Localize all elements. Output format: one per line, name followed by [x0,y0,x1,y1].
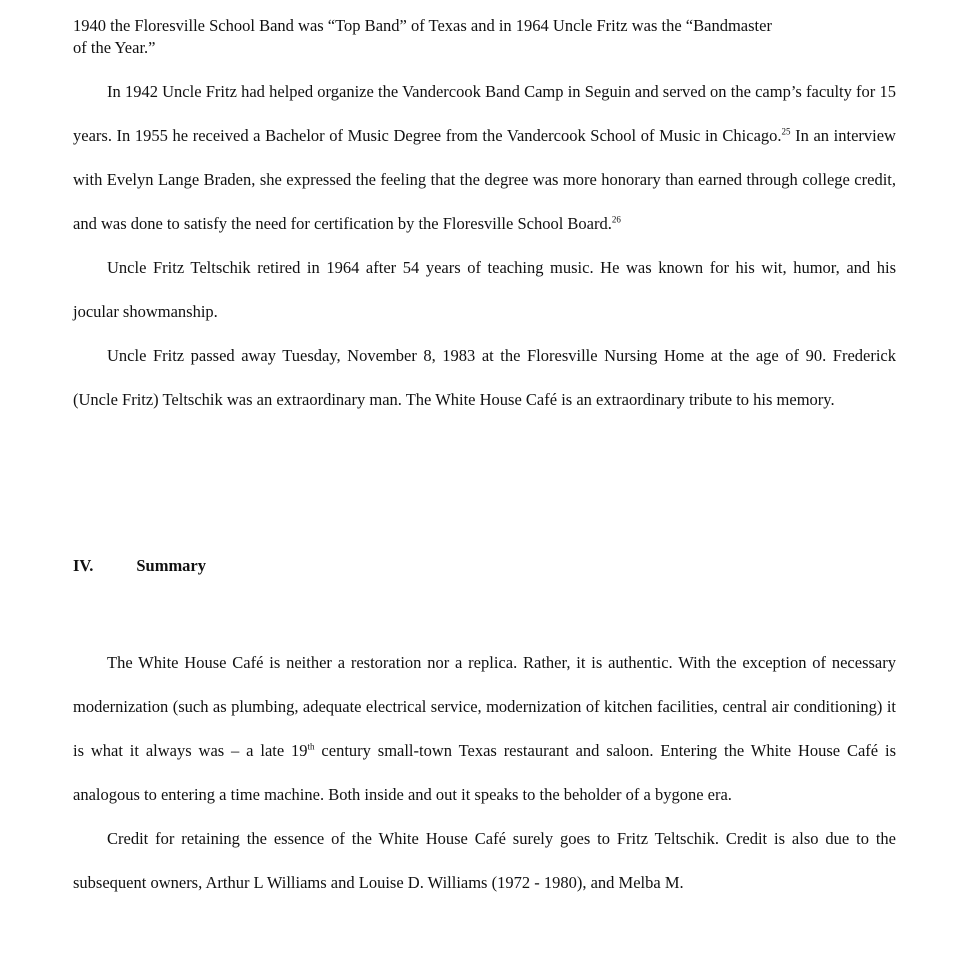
body-text-upper [73,16,896,422]
section-title: Summary [136,556,207,575]
summary-text-a: The White House Café is neither a restoration nor a replica. Rather, it is authentic. With the exception of necessary modernization (such as plumbing, adequate electrical service, modernization of kitchen facilities, central air conditioning) it is what it always was – a late 19 [73,653,896,760]
paragraph-fragment-top: 1940 the Floresville School Band was “Top Band” of Texas and in 1964 Uncle Fritz was the “Bandmaster [73,16,772,35]
section-heading [73,556,206,576]
footnote-ref-25[interactable]: 25 [781,126,791,137]
superscript-th: th [307,741,315,752]
paragraph-top-end-text: of the Year.” [73,38,156,57]
summary-text-b: century small-town Texas restaurant and saloon. Entering the White House Café is analogous to entering a time machine. Both inside and out it speaks to the beholder of a bygone era. [73,741,896,804]
section-number: IV. [73,556,94,575]
paragraph-summary [73,641,896,817]
paragraph-passed-away: Uncle Fritz passed away Tuesday, November 8, 1983 at the Floresville Nursing Home at the age of 90. Frederick (Uncle Fritz) Teltschik was an extraordinary man. The White House Café is an extraordinary tribute to his memory. [73,346,896,409]
paragraph-band-camp [73,70,896,246]
paragraph-credit: Credit for retaining the essence of the White House Café surely goes to Fritz Teltschik. Credit is also due to the subsequent owners, Arthur L Williams and Louise D. Williams (1972 - 1980), and Melba M. [73,829,896,892]
body-text-lower [73,641,896,905]
band-camp-text-b: In an interview with Evelyn Lange Braden, she expressed the feeling that the degree was more honorary than earned through college credit, and was done to satisfy the need for certification by the Floresville School Board. [73,126,896,233]
band-camp-text-a: In 1942 Uncle Fritz had helped organize the Vandercook Band Camp in Seguin and served on the camp’s faculty for 15 years. In 1955 he received a Bachelor of Music Degree from the Vandercook School of Music in Chicago. [73,82,896,145]
paragraph-retired: Uncle Fritz Teltschik retired in 1964 after 54 years of teaching music. He was known for his wit, humor, and his jocular showmanship. [73,258,896,321]
footnote-ref-26[interactable]: 26 [611,214,621,225]
